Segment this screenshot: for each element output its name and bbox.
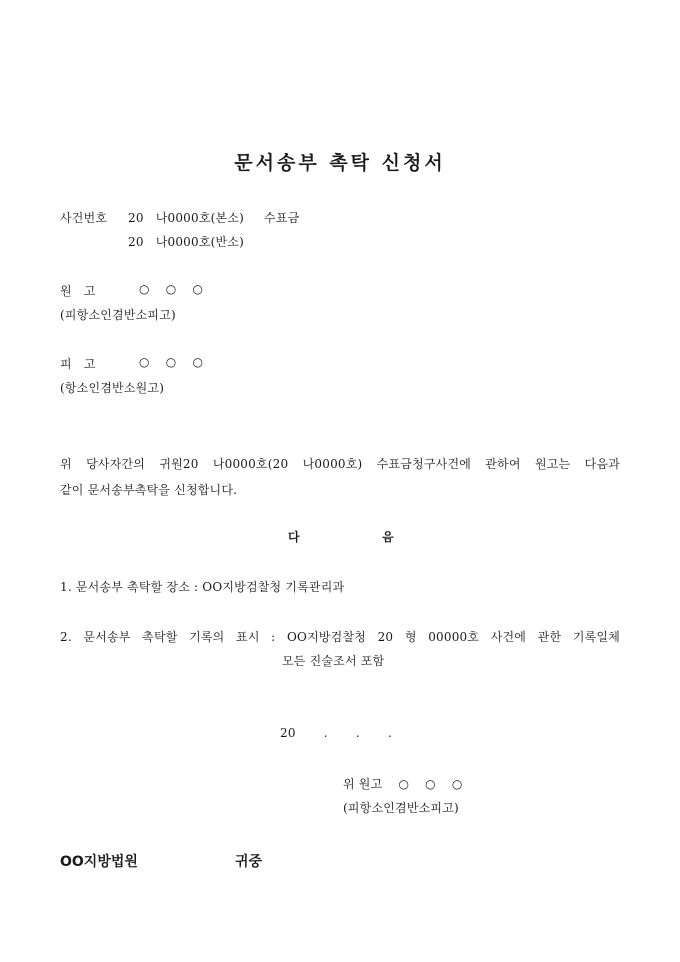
- item-2: 2. 문서송부 촉탁할 기록의 표시 : OO지방검찰청 20 형 00000호 사건에 관한 기록일체: [60, 630, 620, 644]
- plaintiff-label: 원 고: [60, 284, 96, 298]
- heading-next-right: 음: [382, 530, 394, 544]
- body-line-2: 같이 문서송부촉탁을 신청합니다.: [60, 483, 238, 497]
- defendant-role: (항소인겸반소원고): [60, 381, 165, 395]
- defendant-label: 피 고: [60, 357, 96, 371]
- court-name: OO지방법원: [60, 854, 138, 870]
- signer-role: (피항소인겸반소피고): [343, 801, 459, 815]
- case-number-line-1: 20 나0000호(본소) 수표금: [128, 211, 300, 225]
- case-number-label: 사건번호: [60, 211, 108, 225]
- plaintiff-role: (피항소인겸반소피고): [60, 308, 176, 322]
- heading-next-left: 다: [288, 530, 300, 544]
- item-1: 1. 문서송부 촉탁할 장소 : OO지방검찰청 기록관리과: [60, 580, 345, 594]
- date-line: 20 . . .: [280, 726, 393, 740]
- court-suffix: 귀중: [235, 854, 263, 870]
- item-2-continuation: 모든 진술조서 포함: [282, 654, 385, 668]
- document-title: 문서송부 촉탁 신청서: [234, 152, 446, 174]
- body-line-1: 위 당사자간의 귀원20 나0000호(20 나0000호) 수표금청구사건에 관하여 원고는 다음과: [60, 457, 620, 471]
- case-number-line-2: 20 나0000호(반소): [128, 235, 244, 249]
- defendant-names: ○ ○ ○: [139, 355, 204, 369]
- signer-line: 위 원고 ○ ○ ○: [343, 777, 463, 791]
- plaintiff-names: ○ ○ ○: [139, 282, 204, 296]
